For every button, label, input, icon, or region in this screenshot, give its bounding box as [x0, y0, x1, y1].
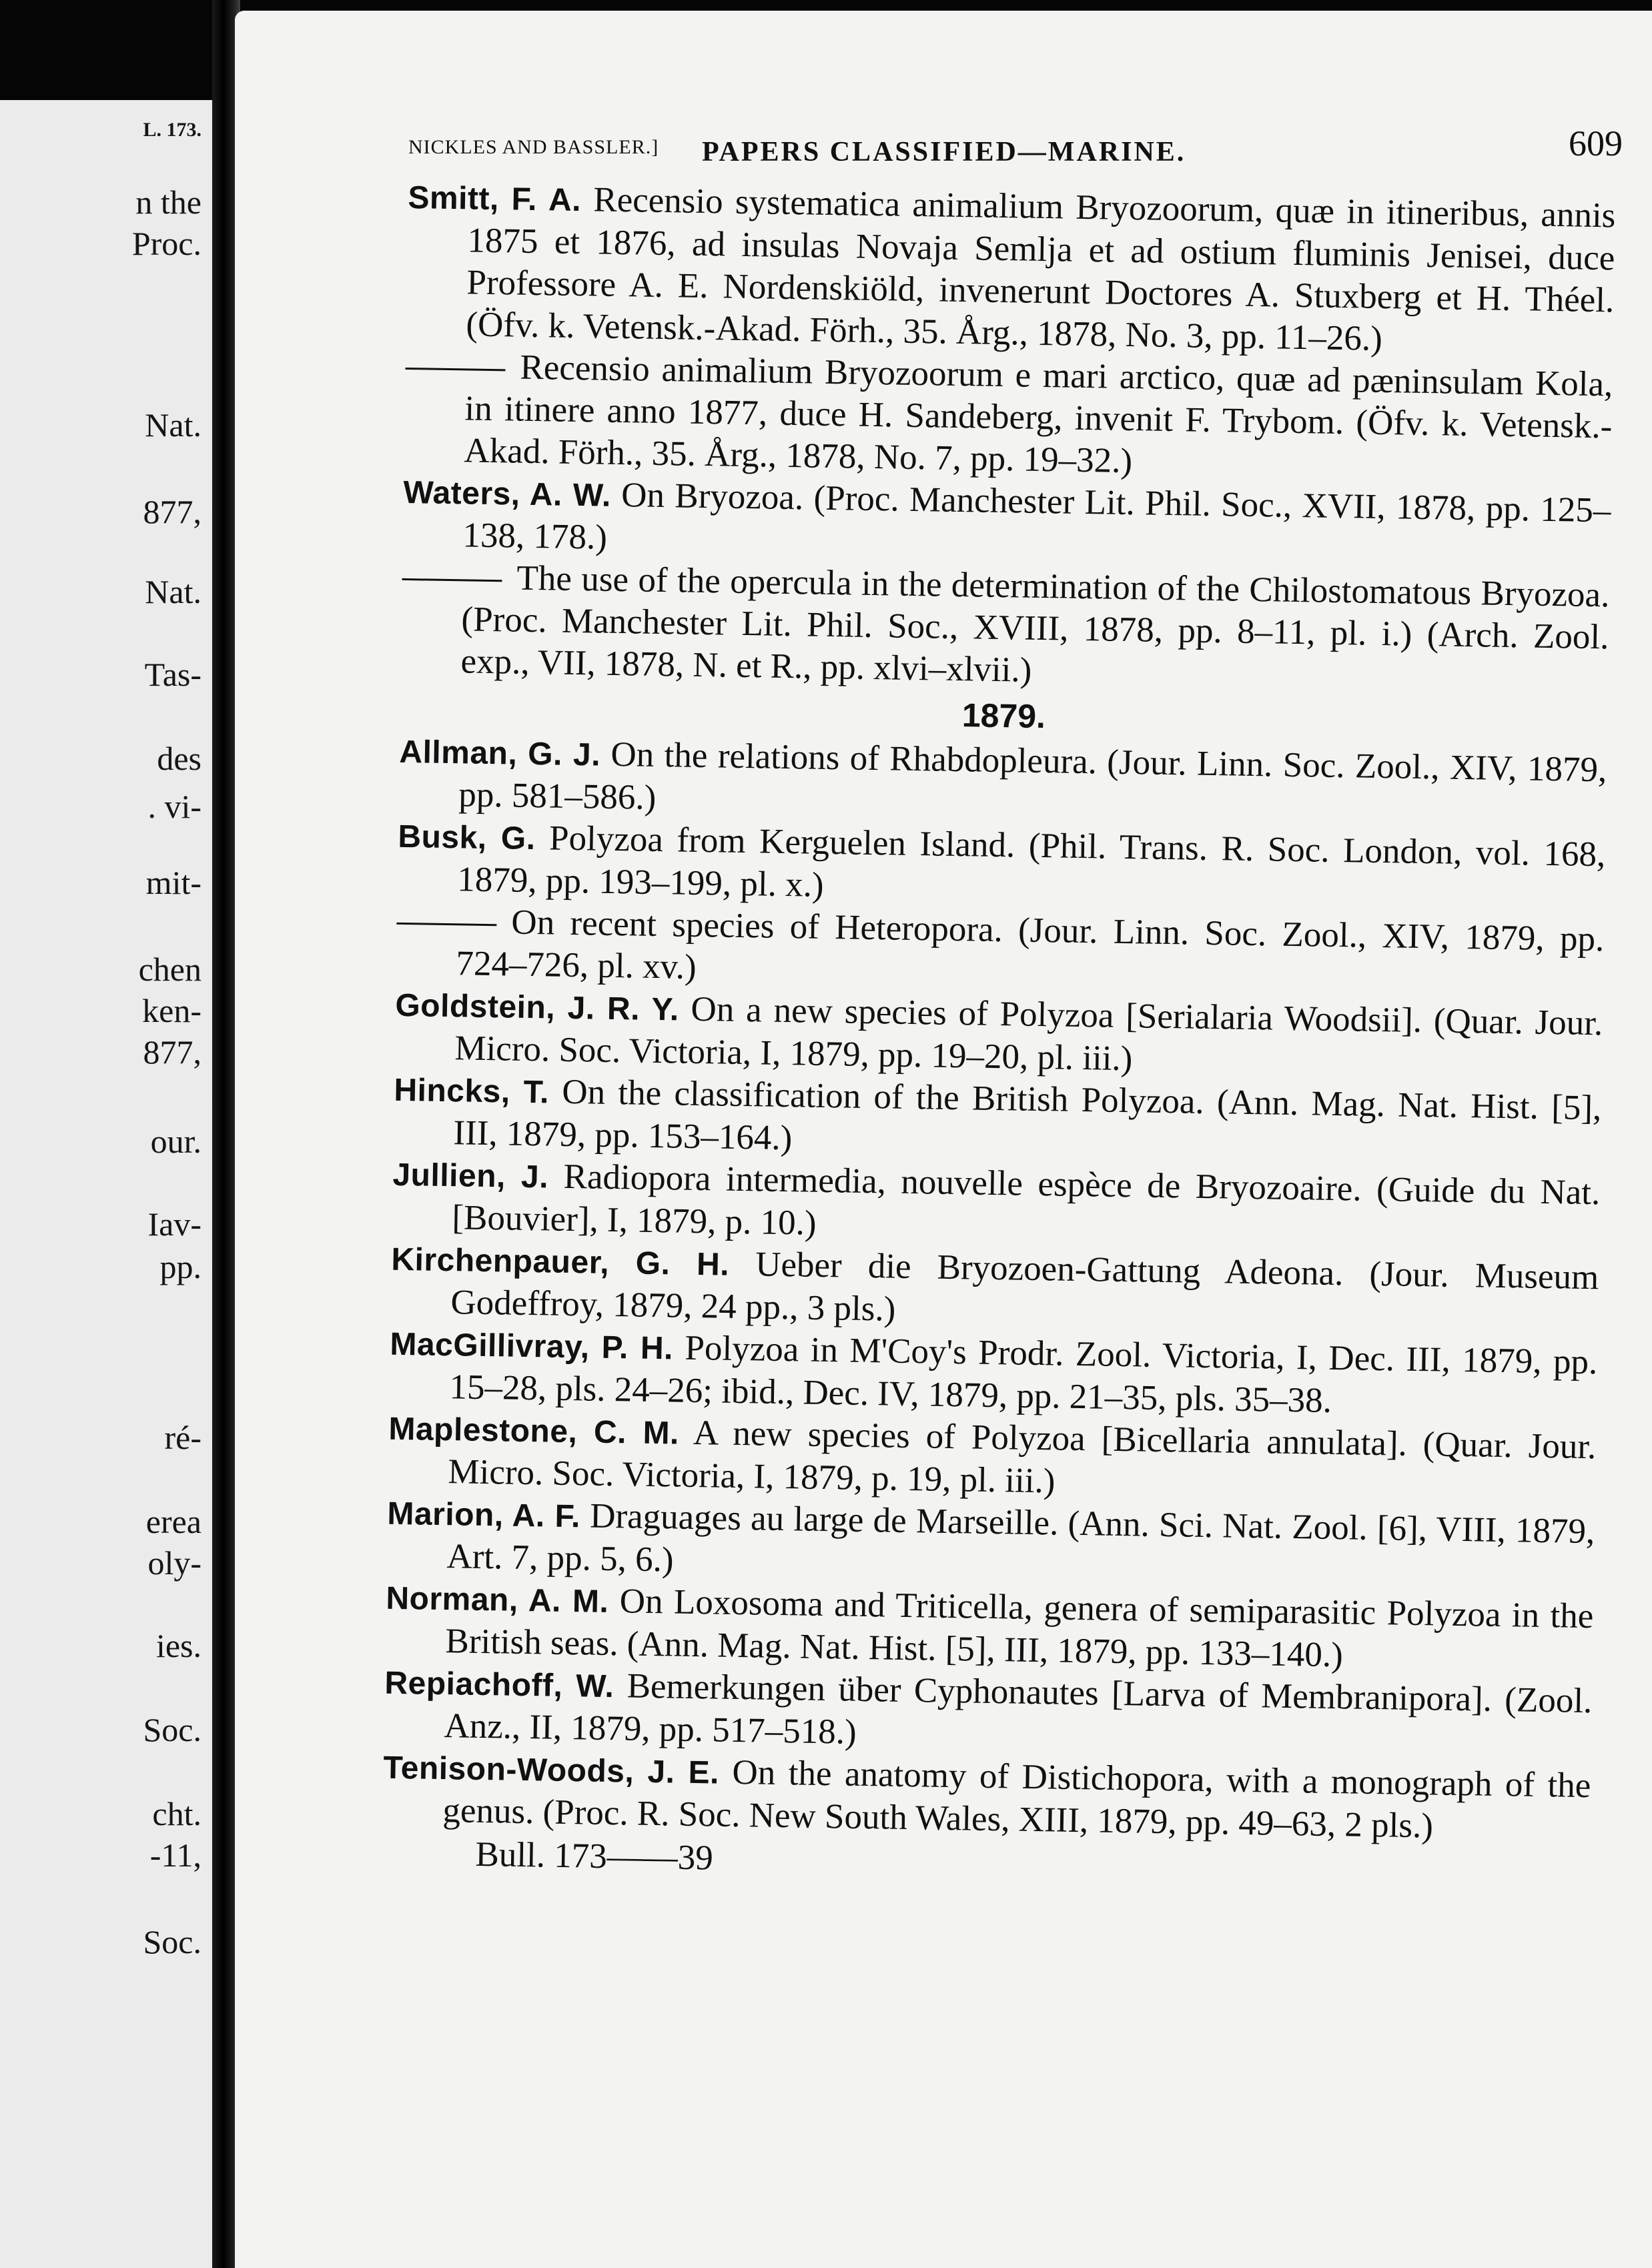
facing-page [0, 100, 220, 2268]
entry-text: Polyzoa in M'Coy's Prodr. Zool. Victoria, I, Dec. III, 1879, pp. 15–28, pls. 24–26; ibid., Dec. IV, 1879, pp. 21–35, pls. 35–38. [449, 1328, 1598, 1420]
facing-page-fragment: Iav- [147, 1205, 201, 1243]
entry-text: Ueber die Bryozoen-Gattung Adeona. (Jour. Museum Godeffroy, 1879, 24 pp., 3 pls.) [450, 1245, 1599, 1329]
entry-text: On recent species of Heteropora. (Jour. Linn. Soc. Zool., XIV, 1879, pp. 724–726, pl. xv.) [456, 903, 1605, 987]
entry-text: Recensio systematica animalium Bryozoorum, quæ in itineribus, annis 1875 et 1876, ad insulas Novaja Semlja et ad ostium fluminis Jenisei, duce Professore A. E. Nordenskiöld, invenerunt Doctores A. Stuxberg et H. Théel. (Öfv. k. Vetensk.-Akad. Förh., 35. Årg., 1878, No. 3, pp. 11–26.) [466, 180, 1616, 358]
entry-text: The use of the opercula in the determination of the Chilostomatous Bryozoa. (Proc. Manchester Lit. Phil. Soc., XVIII, 1878, pp. 8–11, pl. i.) (Arch. Zool. exp., VII, 1878, N. et R., pp. xlvi–xlvii.) [460, 558, 1610, 690]
entry-author: Norman, A. M. [386, 1580, 609, 1620]
entry-text: On Loxosoma and Triticella, genera of semiparasitic Polyzoa in the British seas. (Ann. Mag. Nat. Hist. [5], III, 1879, pp. 133–140.) [445, 1582, 1594, 1675]
entry-author: Hincks, T. [394, 1072, 550, 1111]
facing-page-fragment: Tas- [144, 656, 201, 693]
facing-page-fragment: ré- [164, 1419, 201, 1456]
facing-page-fragment: -11, [149, 1836, 201, 1874]
facing-page-fragment: Nat. [145, 406, 201, 444]
entry-text: On the anatomy of Distichopora, with a monograph of the genus. (Proc. R. Soc. New South Wales, XIII, 1879, pp. 49–63, 2 pls.) [442, 1752, 1591, 1846]
entry-author: Busk, G. [398, 818, 536, 857]
running-head-title: PAPERS CLASSIFIED—MARINE. [702, 137, 1186, 167]
entry-author: Goldstein, J. R. Y. [395, 987, 680, 1028]
entry-author: Kirchenpauer, G. H. [391, 1241, 730, 1283]
ditto-dash [405, 368, 505, 371]
entry-text: On the relations of Rhabdopleura. (Jour. Linn. Soc. Zool., XIV, 1879, pp. 581–586.) [458, 734, 1607, 817]
entry-text: On Bryozoa. (Proc. Manchester Lit. Phil. Soc., XVII, 1878, pp. 125–138, 178.) [462, 476, 1611, 557]
entry-text: On the classification of the British Polyzoa. (Ann. Mag. Nat. Hist. [5], III, 1879, pp. 153–164.) [453, 1072, 1602, 1158]
page-header [408, 123, 1623, 176]
bibliography-entry [400, 556, 1610, 700]
entry-author: Maplestone, C. M. [388, 1411, 680, 1452]
facing-page-fragment: ies. [155, 1627, 201, 1664]
facing-page-fragment: 877, [143, 493, 201, 530]
entry-text: Draguages au large de Marseille. (Ann. Sci. Nat. Zool. [6], VIII, 1879, Art. 7, pp. 5, 6.) [446, 1496, 1595, 1580]
entry-author: Tenison-Woods, J. E. [383, 1750, 720, 1791]
entry-text: On a new species of Polyzoa [Serialaria Woodsii]. (Quar. Jour. Micro. Soc. Victoria, I, 1879, pp. 19–20, pl. iii.) [454, 989, 1603, 1079]
facing-page-fragment: n the [135, 183, 201, 221]
facing-page-running-head: L. 173. [143, 119, 201, 141]
entry-author: Allman, G. J. [399, 734, 601, 773]
bibliography [382, 176, 1616, 1893]
facing-page-fragment: pp. [159, 1248, 201, 1285]
facing-page-fragment: 877, [143, 1033, 201, 1071]
ditto-dash [396, 923, 496, 926]
page [235, 11, 1652, 2268]
bibliography-entry [404, 345, 1613, 490]
year-heading: 1879. [961, 696, 1046, 736]
entry-author: MacGillivray, P. H. [390, 1326, 674, 1367]
bibliography-entry [382, 1746, 1591, 1850]
entry-text: Bemerkungen über Cyphonautes [Larva of Membranipora]. (Zool. Anz., II, 1879, pp. 517–518.) [444, 1666, 1593, 1752]
facing-page-fragment: . vi- [147, 788, 201, 825]
facing-page-fragment: Soc. [143, 1923, 201, 1960]
entry-author: Jullien, J. [392, 1157, 549, 1195]
entry-author: Repiachoff, W. [384, 1665, 614, 1705]
entry-text: Recensio animalium Bryozoorum e mari arctico, quæ ad pæninsulam Kola, in itinere anno 1877, duce H. Sandeberg, invenit F. Trybom. (Öfv. k. Vetensk.-Akad. Förh., 35. Årg., 1878, No. 7, pp. 19–32.) [464, 348, 1613, 481]
signature-mark: Bull. 173——39 [475, 1834, 714, 1878]
facing-page-fragment: our. [150, 1123, 201, 1160]
facing-page-fragment: ken- [142, 992, 201, 1029]
facing-page-fragment: des [157, 740, 201, 777]
entry-text: A new species of Polyzoa [Bicellaria annulata]. (Quar. Jour. Micro. Soc. Victoria, I, 1879, p. 19, pl. iii.) [448, 1413, 1597, 1501]
facing-page-fragment: oly- [147, 1544, 201, 1582]
bibliography-entry [406, 176, 1616, 364]
facing-page-fragment: Soc. [143, 1711, 201, 1748]
facing-page-fragment: Proc. [131, 225, 201, 262]
page-number: 609 [1569, 123, 1623, 163]
entry-author: Waters, A. W. [403, 474, 612, 514]
facing-page-fragment: Nat. [145, 573, 201, 610]
entry-author: Smitt, F. A. [408, 179, 582, 219]
ditto-dash [402, 578, 502, 582]
entry-text: Polyzoa from Kerguelen Island. (Phil. Trans. R. Soc. London, vol. 168, 1879, pp. 193–199, pl. x.) [456, 818, 1606, 905]
facing-page-fragment: mit- [145, 864, 201, 901]
entry-author: Marion, A. F. [387, 1496, 581, 1535]
facing-page-fragment: chen [138, 951, 201, 988]
entry-text: Radiopora intermedia, nouvelle espèce de Bryozoaire. (Guide du Nat. [Bouvier], I, 1879, p. 10.) [452, 1157, 1601, 1243]
running-head-authors: NICKLES AND BASSLER.] [408, 136, 659, 158]
facing-page-fragment: cht. [152, 1795, 201, 1832]
facing-page-fragment: erea [145, 1503, 201, 1540]
entries-1879 [382, 730, 1607, 1850]
entries-1878 [400, 176, 1616, 700]
